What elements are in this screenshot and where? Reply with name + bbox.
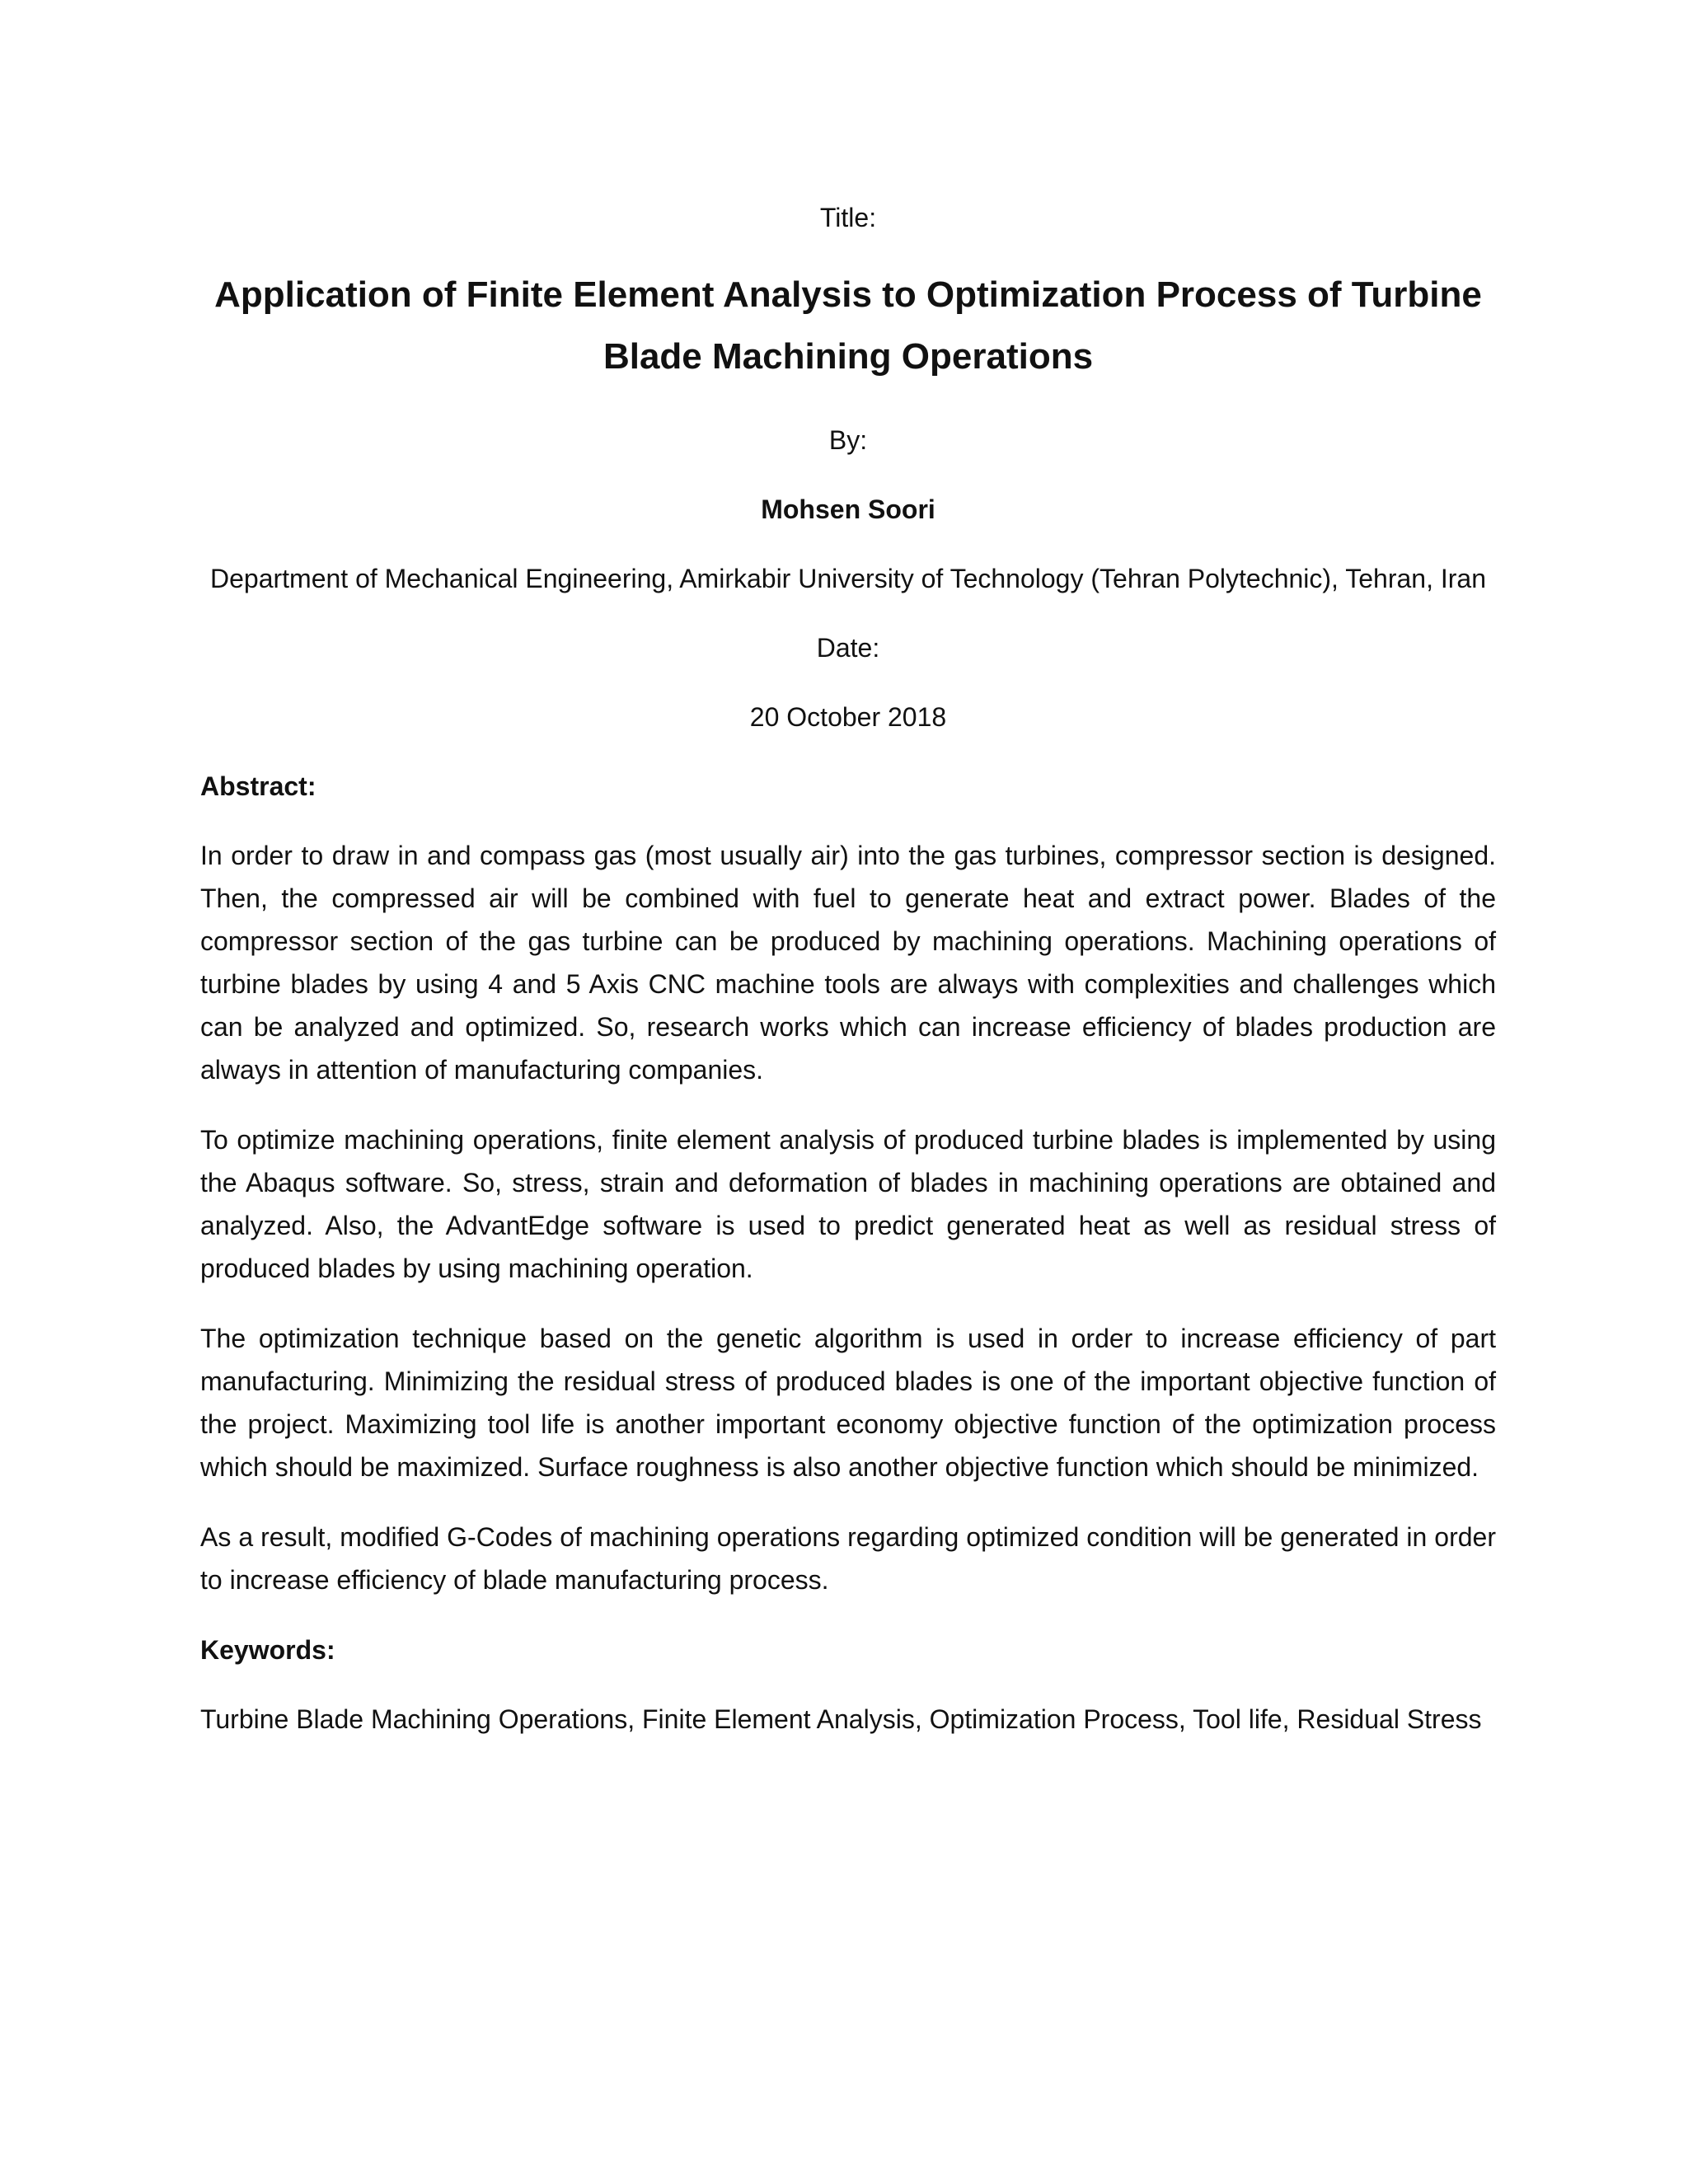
paper-title: Application of Finite Element Analysis to Optimization Process of Turbine Blade Machining Operations: [214, 274, 1482, 377]
by-label: By:: [828, 425, 868, 455]
keywords-heading: Keywords:: [200, 1635, 335, 1665]
abstract-heading: Abstract:: [200, 771, 316, 801]
keywords-text: Turbine Blade Machining Operations, Finite Element Analysis, Optimization Process, Tool life, Residual Stress: [200, 1704, 1482, 1734]
abstract-paragraph-1: In order to draw in and compass gas (most usually air) into the gas turbines, compressor section is designed. Then, the compressed air will be combined with fuel to generate heat and extract power. Blades of the compressor section of the gas turbine can be produced by machining operations. Machining operations of turbine blades by using 4 and 5 Axis CNC machine tools are always with complexities and challenges which can be analyzed and optimized. So, research works which can increase efficiency of blades production are always in attention of manufacturing companies.: [200, 841, 1496, 1085]
abstract-paragraph-2: To optimize machining operations, finite element analysis of produced turbine blades is implemented by using the Abaqus software. So, stress, strain and deformation of blades in machining operations are obtained and analyzed. Also, the AdvantEdge software is used to predict generated heat as well as residual stress of produced blades by using machining operation.: [200, 1125, 1496, 1283]
publication-date: 20 October 2018: [749, 702, 947, 732]
abstract-paragraph-4: As a result, modified G-Codes of machining operations regarding optimized condition will be generated in order to increase efficiency of blade manufacturing process.: [200, 1522, 1496, 1595]
document-content: [200, 196, 1496, 1768]
abstract-paragraph-3: The optimization technique based on the genetic algorithm is used in order to increase efficiency of part manufacturing. Minimizing the residual stress of produced blades is one of the important objective function of the project. Maximizing tool life is another important economy objective function of the optimization process which should be maximized. Surface roughness is also another objective function which should be minimized.: [200, 1324, 1496, 1482]
author-affiliation: Department of Mechanical Engineering, Amirkabir University of Technology (Tehran Polytechnic), Tehran, Iran: [209, 564, 1487, 593]
date-label: Date:: [816, 633, 880, 663]
title-label: Title:: [819, 203, 877, 232]
author-name: Mohsen Soori: [761, 494, 935, 524]
